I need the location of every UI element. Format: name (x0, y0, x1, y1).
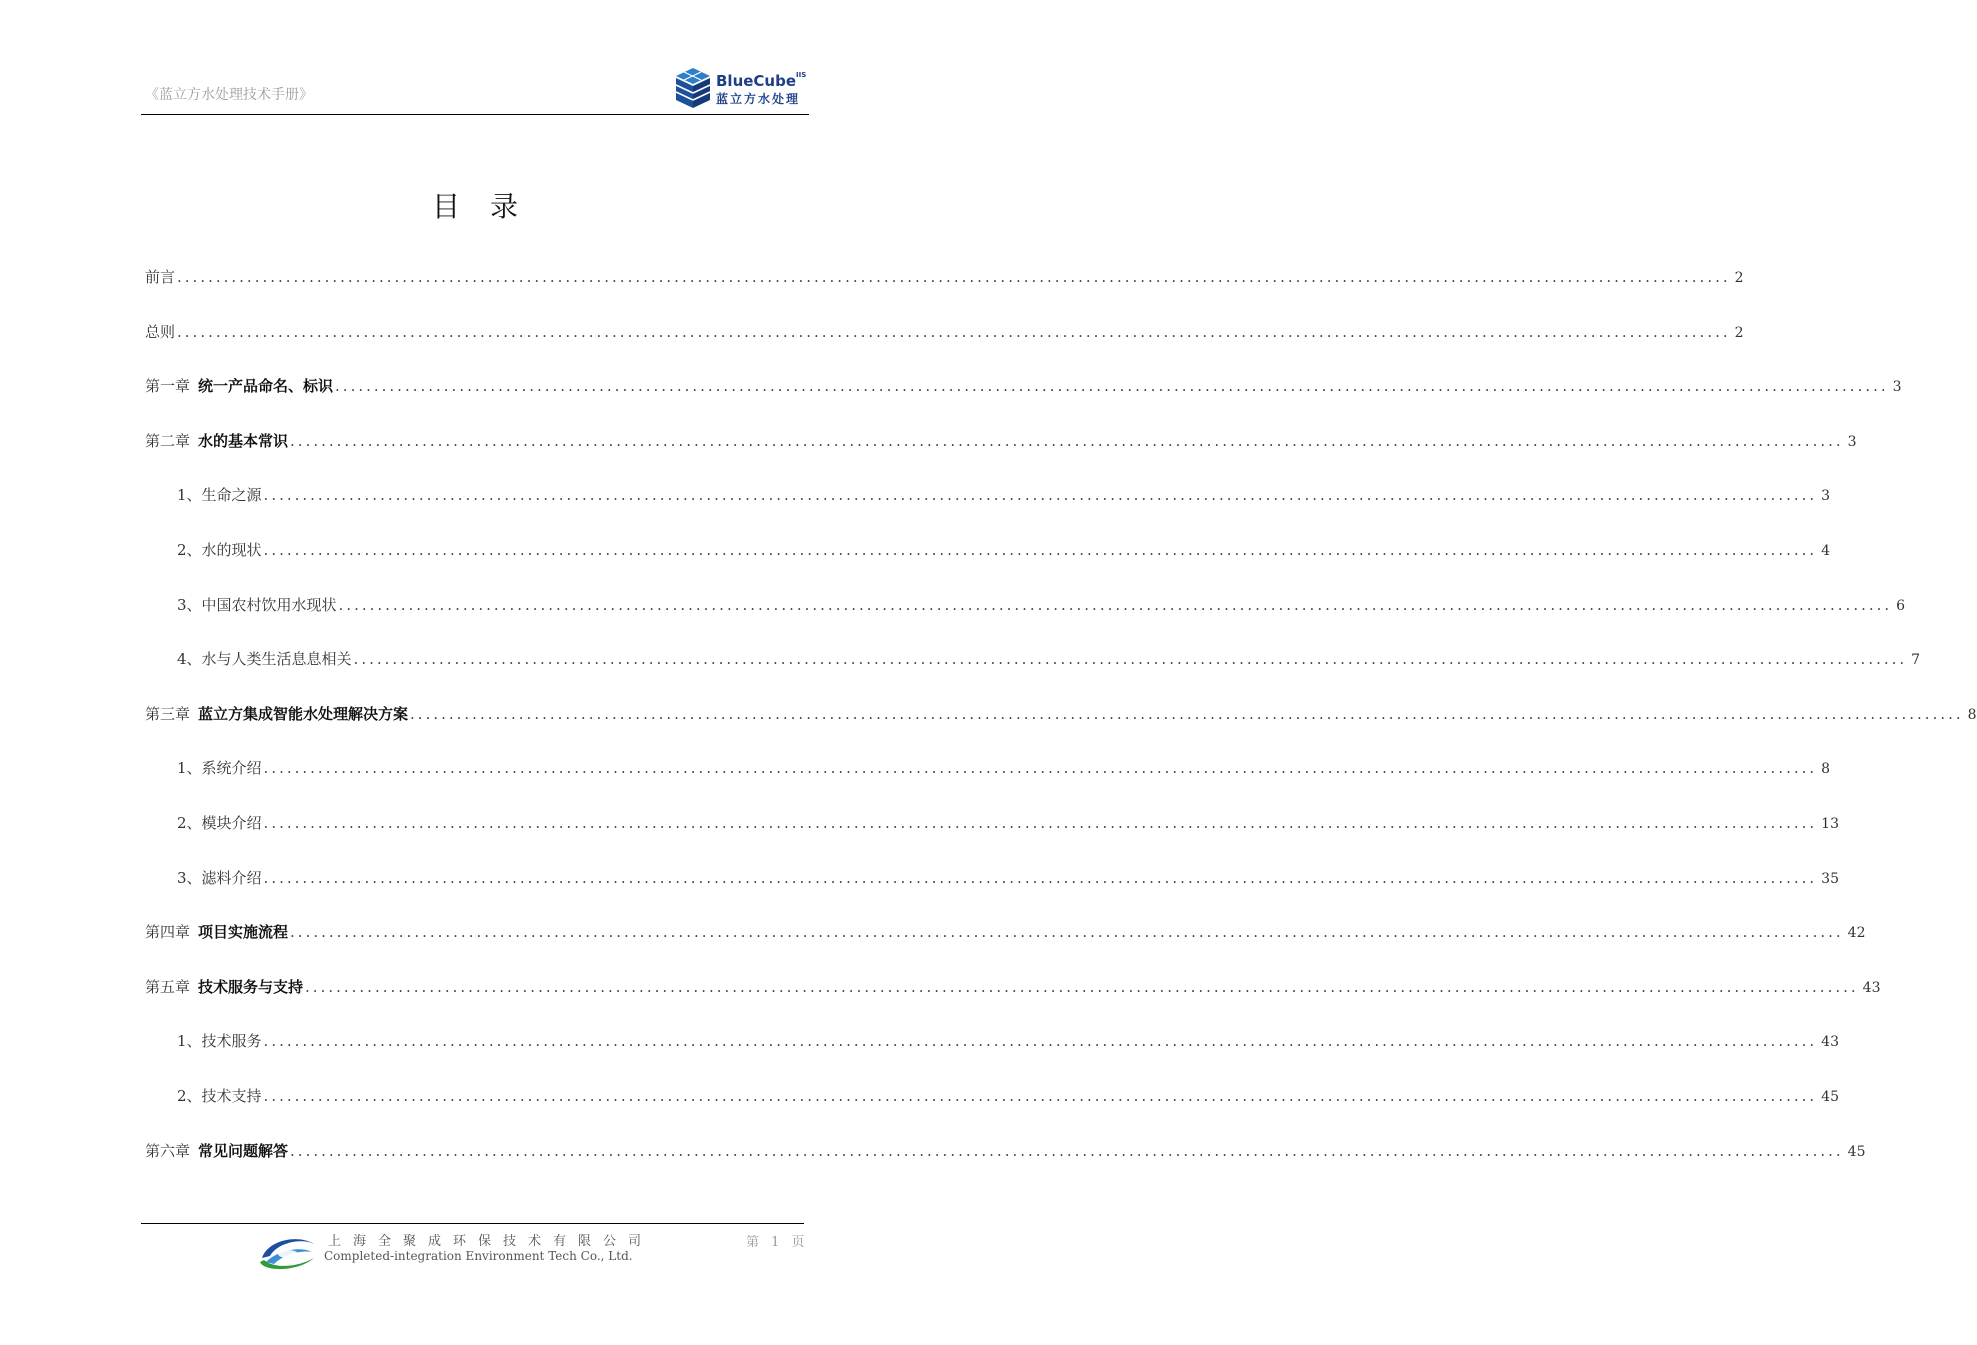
toc-entry-page: 8 (1967, 707, 1977, 723)
footer-page-number: 第 1 页 (746, 1235, 809, 1250)
toc-entry-page: 42 (1847, 925, 1866, 941)
toc-leader-dots: ........................................................................................................................................................................................................ (353, 650, 1908, 668)
toc-entry-page: 45 (1821, 1089, 1839, 1105)
toc-entry[interactable] (177, 812, 1839, 836)
toc-entry-title: 统一产品命名、标识 (198, 377, 334, 395)
toc-leader-dots: ........................................................................................................................................................................................................ (263, 1087, 1818, 1105)
company-swoosh-logo-icon (258, 1232, 318, 1272)
toc-entry-title: 蓝立方集成智能水处理解决方案 (198, 705, 409, 723)
toc-entry[interactable] (177, 648, 1921, 672)
toc-leader-dots: ........................................................................................................................................................................................................ (263, 759, 1818, 777)
toc-entry-page: 2 (1734, 270, 1744, 286)
toc-entry[interactable] (177, 484, 1831, 508)
toc-entry[interactable] (177, 1030, 1839, 1054)
toc-leader-dots: ........................................................................................................................................................................................................ (410, 705, 1964, 723)
footer-divider (141, 1223, 804, 1224)
logo-brand-cn-text: 蓝立方水处理 (716, 92, 801, 106)
toc-entry-page: 3 (1847, 434, 1857, 450)
toc-entry[interactable] (177, 594, 1906, 618)
toc-entry-number: 3、滤料介绍 (177, 869, 262, 887)
toc-entry[interactable] (145, 976, 1881, 1000)
toc-entry-number: 3、中国农村饮用水现状 (177, 596, 337, 614)
toc-leader-dots: ........................................................................................................................................................................................................ (263, 486, 1818, 504)
bluecube-logo (674, 66, 814, 112)
toc-entry-title: 水的基本常识 (198, 432, 289, 450)
toc-entry-page: 43 (1821, 1034, 1839, 1050)
toc-entry[interactable] (145, 430, 1857, 454)
toc-entry[interactable] (177, 539, 1831, 563)
cube-logo-icon (674, 66, 712, 110)
toc-entry-number: 1、技术服务 (177, 1032, 262, 1050)
toc-entry[interactable] (177, 1085, 1839, 1109)
toc-entry-page: 4 (1821, 543, 1831, 559)
toc-leader-dots: ........................................................................................................................................................................................................ (263, 869, 1818, 887)
toc-entry-number: 第一章 (145, 377, 191, 395)
toc-entry-number: 第六章 (145, 1142, 191, 1160)
toc-leader-dots: ........................................................................................................................................................................................................ (290, 432, 1844, 450)
toc-leader-dots: ........................................................................................................................................................................................................ (177, 268, 1731, 286)
toc-leader-dots: ........................................................................................................................................................................................................ (263, 1032, 1818, 1050)
toc-leader-dots: ........................................................................................................................................................................................................ (335, 377, 1889, 395)
toc-entry[interactable] (145, 375, 1902, 399)
toc-entry-page: 43 (1862, 980, 1881, 996)
toc-entry[interactable] (145, 266, 1744, 290)
toc-leader-dots: ........................................................................................................................................................................................................ (290, 923, 1844, 941)
toc-entry-page: 6 (1896, 598, 1906, 614)
toc-entry-title: 常见问题解答 (198, 1142, 289, 1160)
toc-entry[interactable] (177, 867, 1839, 891)
toc-entry-page: 13 (1821, 816, 1839, 832)
header-divider (141, 114, 809, 115)
toc-leader-dots: ........................................................................................................................................................................................................ (263, 541, 1818, 559)
logo-brand-text: BlueCube$^{IIS}$ (716, 71, 807, 90)
toc-entry-number: 2、水的现状 (177, 541, 262, 559)
toc-entry-number: 第二章 (145, 432, 191, 450)
toc-entry-page: 3 (1821, 488, 1831, 504)
toc-entry-number: 第三章 (145, 705, 191, 723)
header-title: 《蓝立方水处理技术手册》 (145, 87, 313, 103)
toc-entry-number: 2、技术支持 (177, 1087, 262, 1105)
toc-entry-page: 3 (1892, 379, 1902, 395)
toc-entry[interactable] (145, 921, 1866, 945)
toc-leader-dots: ........................................................................................................................................................................................................ (177, 323, 1731, 341)
toc-entry-number: 总则 (145, 323, 176, 341)
toc-entry[interactable] (177, 757, 1831, 781)
toc-leader-dots: ........................................................................................................................................................................................................ (290, 1142, 1844, 1160)
footer-company-en: Completed-integration Environment Tech Co., Ltd. (324, 1249, 633, 1263)
toc-entry-number: 4、水与人类生活息息相关 (177, 650, 352, 668)
toc-entry-page: 2 (1734, 325, 1744, 341)
toc-entry[interactable] (145, 321, 1744, 345)
toc-leader-dots: ........................................................................................................................................................................................................ (338, 596, 1893, 614)
toc-entry-number: 前言 (145, 268, 176, 286)
toc-entry-page: 35 (1821, 871, 1839, 887)
toc-entry-page: 7 (1911, 652, 1921, 668)
toc-title: 目录 (431, 190, 548, 223)
toc-entry[interactable] (145, 1140, 1866, 1164)
toc-entry-page: 8 (1821, 761, 1831, 777)
footer-company-cn: 上海全聚成环保技术有限公司 (328, 1234, 654, 1249)
toc-entry-number: 1、系统介绍 (177, 759, 262, 777)
toc-entry-page: 45 (1847, 1144, 1866, 1160)
toc-entry-title: 技术服务与支持 (198, 978, 304, 996)
toc-leader-dots: ........................................................................................................................................................................................................ (263, 814, 1818, 832)
toc-entry-number: 1、生命之源 (177, 486, 262, 504)
toc-entry-number: 2、模块介绍 (177, 814, 262, 832)
toc-leader-dots: ........................................................................................................................................................................................................ (305, 978, 1859, 996)
toc-entry-title: 项目实施流程 (198, 923, 289, 941)
toc-entry-number: 第四章 (145, 923, 191, 941)
toc-entry[interactable] (145, 703, 1977, 727)
toc-entry-number: 第五章 (145, 978, 191, 996)
